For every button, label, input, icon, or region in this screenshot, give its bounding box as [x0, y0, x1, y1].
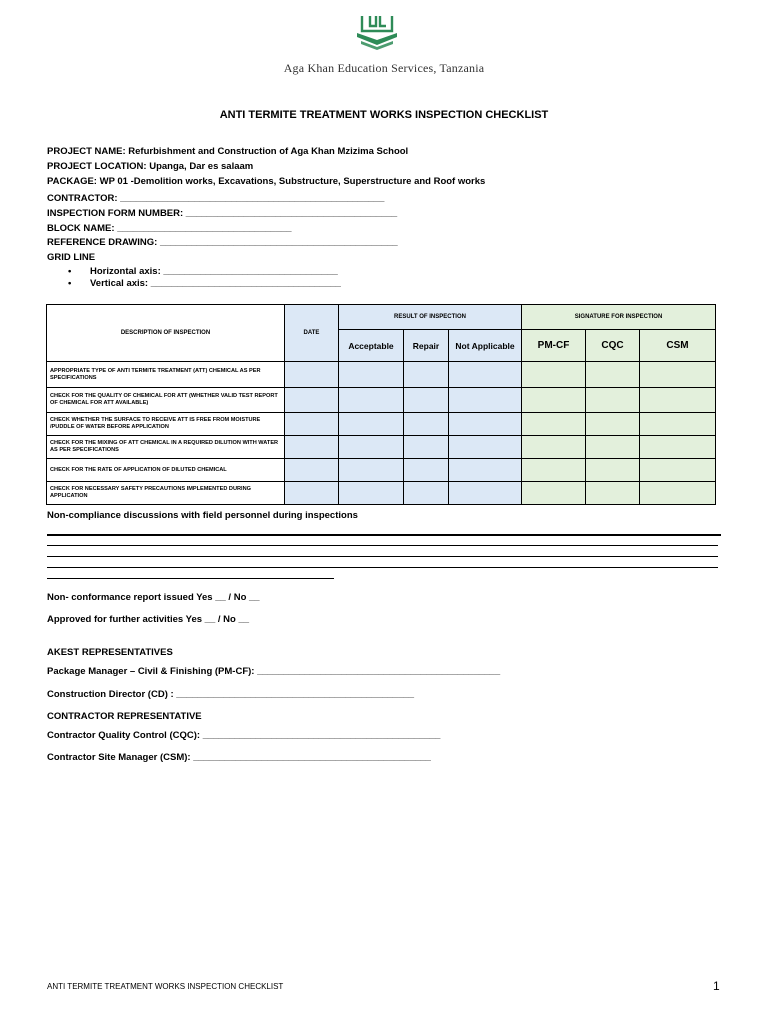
- acceptable-cell[interactable]: [339, 436, 404, 459]
- vertical-axis-item: • Vertical axis: ____________________________________: [68, 278, 341, 289]
- approved-further-activities: Approved for further activities Yes __ / No __: [47, 614, 250, 625]
- not-applicable-header: Not Applicable: [449, 330, 522, 362]
- inspection-table: [46, 304, 716, 505]
- pm-cf-cell[interactable]: [522, 482, 586, 505]
- table-row: [47, 482, 716, 505]
- writing-line: [47, 567, 718, 568]
- date-cell[interactable]: [285, 436, 339, 459]
- ncr-issued: Non- conformance report issued Yes __ / No __: [47, 592, 260, 603]
- row-description: CHECK FOR THE MIXING OF ATT CHEMICAL IN A REQUIRED DILUTION WITH WATER AS PER SPECIFICATIONS: [47, 436, 285, 459]
- writing-line: [47, 556, 718, 557]
- acceptable-cell[interactable]: [339, 482, 404, 505]
- cqc-signature-line: Contractor Quality Control (CQC): _____________________________________________: [47, 730, 441, 741]
- table-row: [47, 388, 716, 413]
- csm-signature-line: Contractor Site Manager (CSM): _____________________________________________: [47, 752, 431, 763]
- csm-cell[interactable]: [640, 413, 716, 436]
- reference-drawing: REFERENCE DRAWING: _____________________________________________: [47, 237, 398, 248]
- pm-cf-cell[interactable]: [522, 459, 586, 482]
- date-header: DATE: [285, 305, 339, 362]
- row-description: CHECK FOR NECESSARY SAFETY PRECAUTIONS IMPLEMENTED DURING APPLICATION: [47, 482, 285, 505]
- pm-cf-cell[interactable]: [522, 436, 586, 459]
- not-applicable-cell[interactable]: [449, 482, 522, 505]
- cqc-header: CQC: [586, 330, 640, 362]
- csm-cell[interactable]: [640, 459, 716, 482]
- csm-cell[interactable]: [640, 362, 716, 388]
- organization-name: Aga Khan Education Services, Tanzania: [283, 61, 485, 75]
- repair-cell[interactable]: [404, 436, 449, 459]
- date-cell[interactable]: [285, 482, 339, 505]
- csm-header: CSM: [640, 330, 716, 362]
- not-applicable-cell[interactable]: [449, 459, 522, 482]
- vertical-axis-text: Vertical axis: ____________________________________: [90, 278, 341, 289]
- block-name: BLOCK NAME: _________________________________: [47, 223, 292, 234]
- table-row: [47, 362, 716, 388]
- csm-cell[interactable]: [640, 388, 716, 413]
- project-location: PROJECT LOCATION: Upanga, Dar es salaam: [47, 161, 254, 172]
- grid-line-label: GRID LINE: [47, 252, 96, 263]
- akes-logo: [353, 13, 401, 51]
- cqc-cell[interactable]: [586, 436, 640, 459]
- pm-cf-cell[interactable]: [522, 388, 586, 413]
- not-applicable-cell[interactable]: [449, 436, 522, 459]
- document-title: ANTI TERMITE TREATMENT WORKS INSPECTION CHECKLIST: [219, 109, 549, 121]
- horizontal-axis-text: Horizontal axis: _________________________________: [90, 266, 338, 277]
- page-number: 1: [713, 979, 720, 993]
- csm-cell[interactable]: [640, 436, 716, 459]
- pm-cf-header: PM-CF: [522, 330, 586, 362]
- acceptable-header: Acceptable: [339, 330, 404, 362]
- table-row: [47, 436, 716, 459]
- not-applicable-cell[interactable]: [449, 388, 522, 413]
- cd-signature-line: Construction Director (CD) : _____________________________________________: [47, 689, 415, 700]
- repair-cell[interactable]: [404, 362, 449, 388]
- writing-line: [47, 545, 718, 546]
- table-row: [47, 413, 716, 436]
- row-description: CHECK WHETHER THE SURFACE TO RECEIVE ATT IS FREE FROM MOISTURE /PUDDLE OF WATER BEFORE APPLICATION: [47, 413, 285, 436]
- repair-cell[interactable]: [404, 482, 449, 505]
- acceptable-cell[interactable]: [339, 388, 404, 413]
- not-applicable-cell[interactable]: [449, 362, 522, 388]
- package: PACKAGE: WP 01 -Demolition works, Excavations, Substructure, Superstructure and Roof works: [47, 176, 486, 187]
- pm-cf-cell[interactable]: [522, 362, 586, 388]
- result-header: RESULT OF INSPECTION: [339, 305, 522, 330]
- date-cell[interactable]: [285, 413, 339, 436]
- csm-cell[interactable]: [640, 482, 716, 505]
- date-cell[interactable]: [285, 459, 339, 482]
- repair-cell[interactable]: [404, 388, 449, 413]
- date-cell[interactable]: [285, 388, 339, 413]
- inspection-form-number: INSPECTION FORM NUMBER: ________________________________________: [47, 208, 398, 219]
- pm-cf-signature-line: Package Manager – Civil & Finishing (PM-CF): ______________________________________________: [47, 666, 501, 677]
- cqc-cell[interactable]: [586, 413, 640, 436]
- noncompliance-label: Non-compliance discussions with field personnel during inspections: [47, 510, 358, 521]
- akest-representatives-heading: AKEST REPRESENTATIVES: [47, 647, 173, 658]
- project-name: PROJECT NAME: Refurbishment and Construction of Aga Khan Mzizima School: [47, 146, 409, 157]
- contractor-field: CONTRACTOR: __________________________________________________: [47, 193, 385, 204]
- cqc-cell[interactable]: [586, 482, 640, 505]
- contractor-representative-heading: CONTRACTOR REPRESENTATIVE: [47, 711, 202, 722]
- repair-cell[interactable]: [404, 413, 449, 436]
- not-applicable-cell[interactable]: [449, 413, 522, 436]
- acceptable-cell[interactable]: [339, 413, 404, 436]
- repair-header: Repair: [404, 330, 449, 362]
- row-description: CHECK FOR THE RATE OF APPLICATION OF DILUTED CHEMICAL: [47, 459, 285, 482]
- pm-cf-cell[interactable]: [522, 413, 586, 436]
- cqc-cell[interactable]: [586, 362, 640, 388]
- writing-line: [47, 534, 721, 536]
- cqc-cell[interactable]: [586, 459, 640, 482]
- table-row: [47, 459, 716, 482]
- cqc-cell[interactable]: [586, 388, 640, 413]
- signature-header: SIGNATURE FOR INSPECTION: [522, 305, 716, 330]
- acceptable-cell[interactable]: [339, 362, 404, 388]
- footer-title: ANTI TERMITE TREATMENT WORKS INSPECTION CHECKLIST: [47, 982, 284, 991]
- writing-line: [47, 578, 334, 579]
- row-description: CHECK FOR THE QUALITY OF CHEMICAL FOR ATT (WHETHER VALID TEST REPORT OF CHEMICAL FOR ATT AVAILABLE): [47, 388, 285, 413]
- row-description: APPROPRIATE TYPE OF ANTI TERMITE TREATMENT (ATT) CHEMICAL AS PER SPECIFICATIONS: [47, 362, 285, 388]
- horizontal-axis-item: • Horizontal axis: _________________________________: [68, 266, 338, 277]
- acceptable-cell[interactable]: [339, 459, 404, 482]
- date-cell[interactable]: [285, 362, 339, 388]
- description-header: DESCRIPTION OF INSPECTION: [47, 305, 285, 362]
- repair-cell[interactable]: [404, 459, 449, 482]
